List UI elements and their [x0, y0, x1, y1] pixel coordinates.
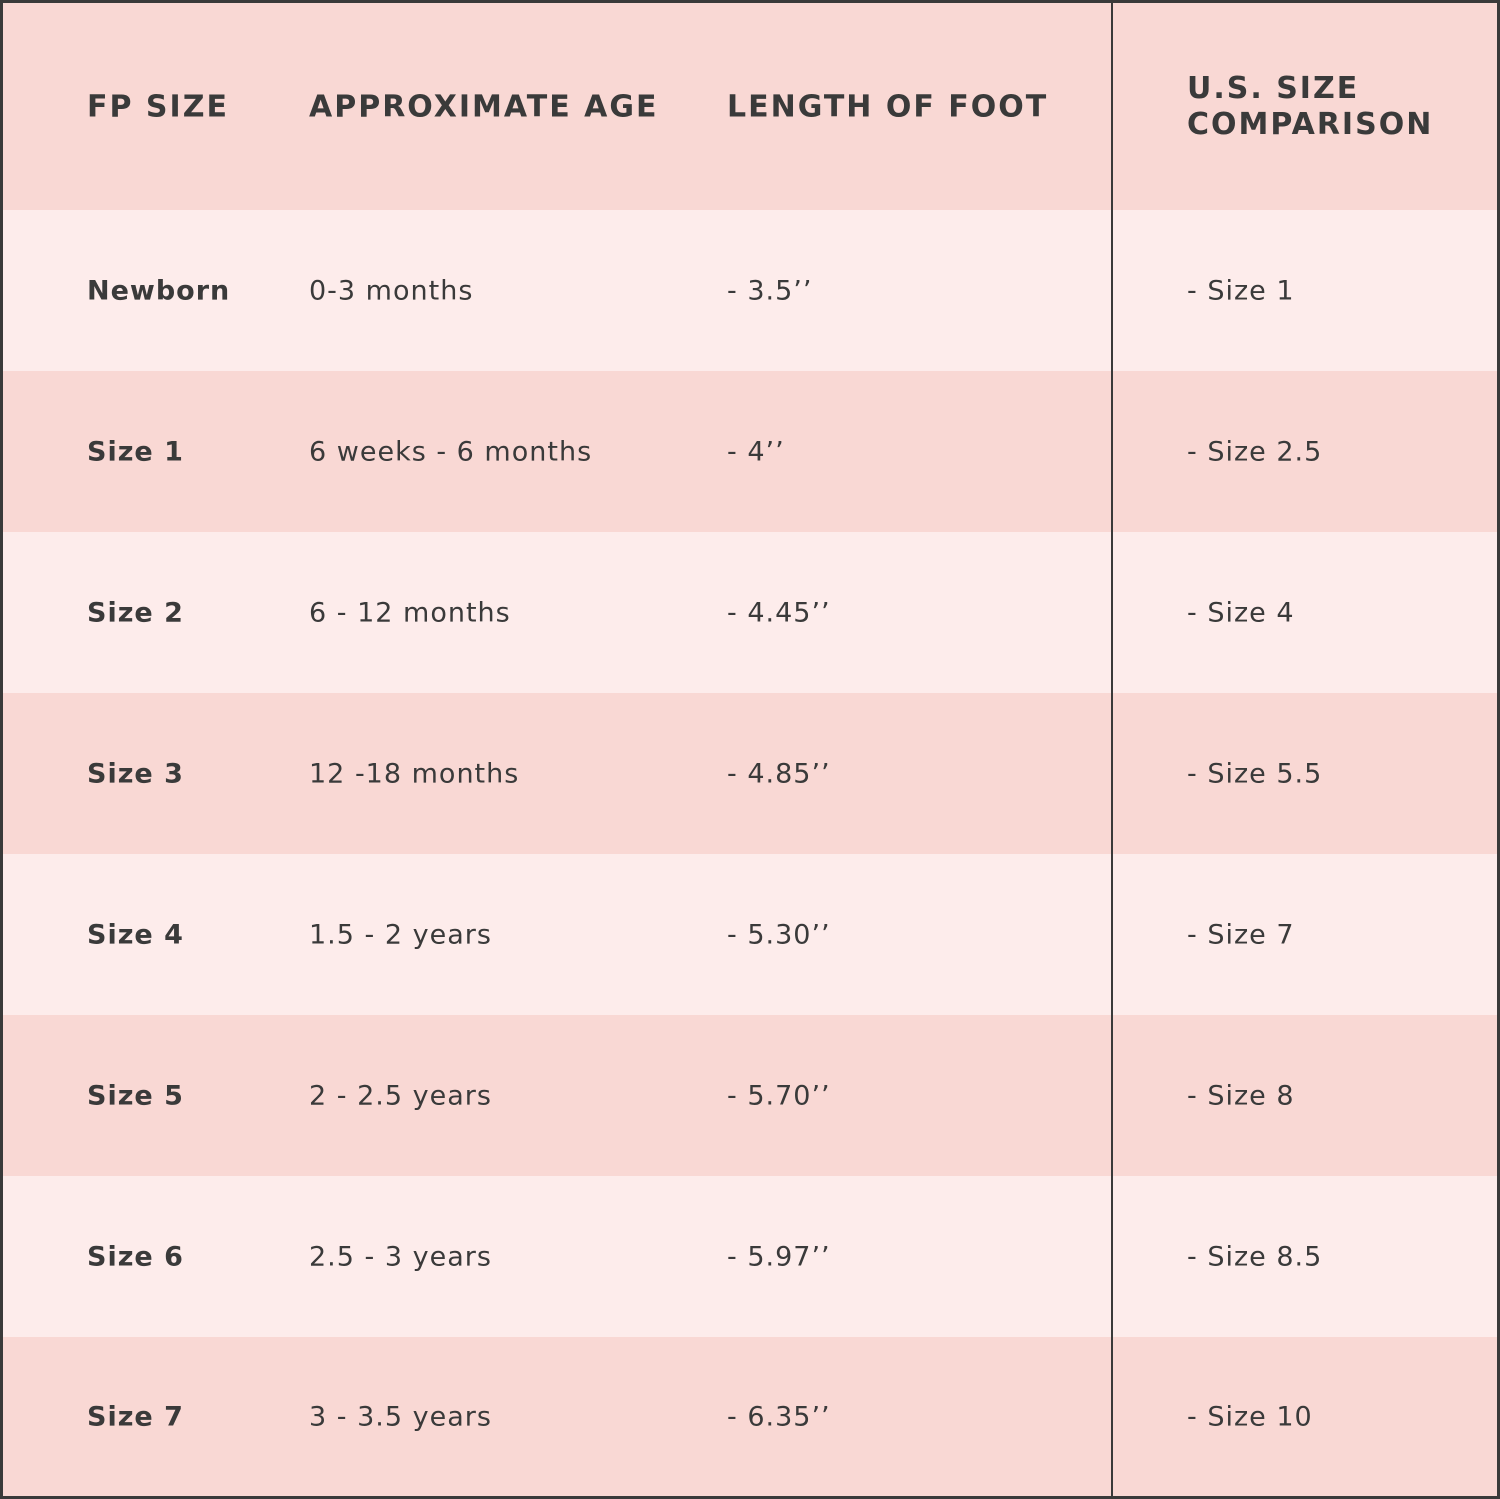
column-divider — [1111, 3, 1113, 1496]
foot-length-cell: - 5.70’’ — [727, 1080, 831, 1111]
foot-length-cell: - 3.5’’ — [727, 275, 813, 306]
us-size-cell: - Size 5.5 — [1187, 758, 1323, 789]
age-cell: 6 - 12 months — [309, 597, 511, 628]
fp-size-cell: Size 4 — [87, 919, 184, 950]
header-us-size-comparison: U.S. SIZE COMPARISON — [1187, 70, 1434, 142]
foot-length-cell: - 4.45’’ — [727, 597, 831, 628]
foot-length-cell: - 5.30’’ — [727, 919, 831, 950]
fp-size-cell: Newborn — [87, 275, 231, 306]
table-row — [3, 1337, 1497, 1496]
us-size-cell: - Size 10 — [1187, 1401, 1313, 1432]
table-row — [3, 693, 1497, 854]
foot-length-cell: - 4’’ — [727, 436, 785, 467]
age-cell: 2.5 - 3 years — [309, 1241, 492, 1272]
us-size-cell: - Size 4 — [1187, 597, 1295, 628]
us-size-cell: - Size 2.5 — [1187, 436, 1323, 467]
header-length-of-foot: LENGTH OF FOOT — [727, 89, 1049, 124]
table-header-row — [3, 3, 1497, 210]
age-cell: 2 - 2.5 years — [309, 1080, 492, 1111]
us-size-cell: - Size 1 — [1187, 275, 1295, 306]
us-size-cell: - Size 8.5 — [1187, 1241, 1323, 1272]
fp-size-cell: Size 2 — [87, 597, 184, 628]
table-row — [3, 532, 1497, 693]
age-cell: 12 -18 months — [309, 758, 520, 789]
fp-size-cell: Size 7 — [87, 1401, 184, 1432]
table-row — [3, 1176, 1497, 1337]
age-cell: 6 weeks - 6 months — [309, 436, 593, 467]
us-size-cell: - Size 7 — [1187, 919, 1295, 950]
foot-length-cell: - 6.35’’ — [727, 1401, 831, 1432]
age-cell: 1.5 - 2 years — [309, 919, 492, 950]
table-row — [3, 210, 1497, 371]
fp-size-cell: Size 1 — [87, 436, 184, 467]
table-row — [3, 1015, 1497, 1176]
foot-length-cell: - 5.97’’ — [727, 1241, 831, 1272]
fp-size-cell: Size 5 — [87, 1080, 184, 1111]
header-fp-size: FP SIZE — [87, 89, 229, 124]
table-row — [3, 854, 1497, 1015]
fp-size-cell: Size 6 — [87, 1241, 184, 1272]
header-approximate-age: APPROXIMATE AGE — [309, 89, 659, 124]
foot-length-cell: - 4.85’’ — [727, 758, 831, 789]
age-cell: 3 - 3.5 years — [309, 1401, 492, 1432]
us-size-cell: - Size 8 — [1187, 1080, 1295, 1111]
age-cell: 0-3 months — [309, 275, 474, 306]
table-row — [3, 371, 1497, 532]
fp-size-cell: Size 3 — [87, 758, 184, 789]
